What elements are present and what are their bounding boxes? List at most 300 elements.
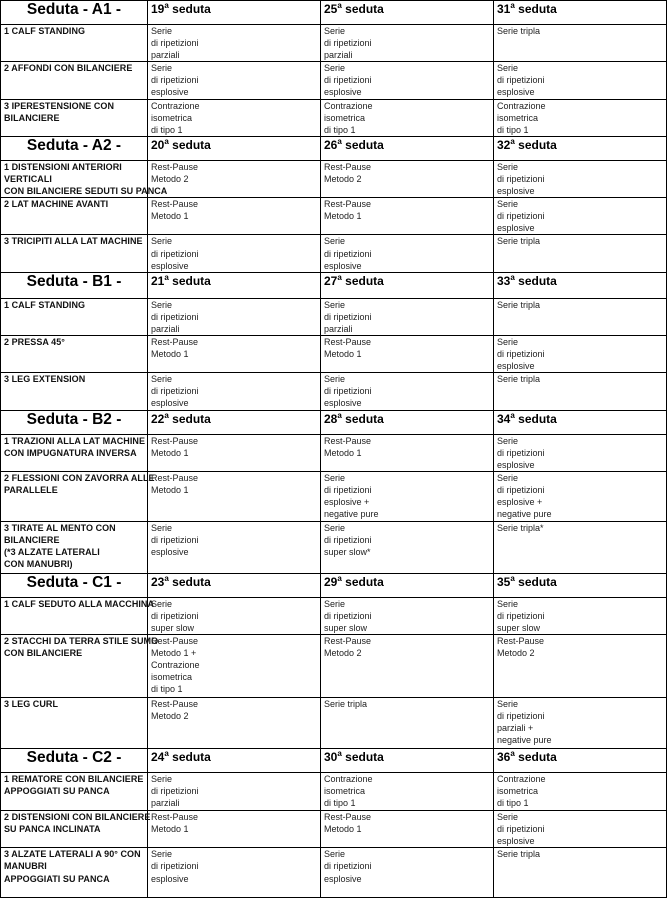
method-line: Serie xyxy=(497,598,519,609)
method-cell xyxy=(494,597,667,634)
method-line: esplosive xyxy=(151,398,189,409)
method-line: Metodo 1 xyxy=(151,824,189,835)
method-line: Metodo 1 xyxy=(324,447,362,458)
method-line: Contrazione xyxy=(497,100,546,111)
session-label: seduta xyxy=(345,273,384,288)
method-cell xyxy=(321,635,494,698)
method-line: isometrica xyxy=(324,786,366,797)
exercise-row xyxy=(1,434,667,471)
method-line: Metodo 1 xyxy=(324,824,362,835)
method-cell xyxy=(321,235,494,272)
method-cell xyxy=(321,160,494,197)
method-line: esplosive xyxy=(497,361,535,372)
exercise-name-line: CON BILANCIERE SEDUTI SU PANCA xyxy=(4,186,168,197)
method-cell xyxy=(494,698,667,749)
method-line: Rest-Pause xyxy=(151,699,199,710)
session-number: 19 xyxy=(151,2,165,16)
method-line: Rest-Pause xyxy=(151,336,199,347)
method-line: Rest-Pause xyxy=(151,472,199,483)
session-label: seduta xyxy=(345,2,384,16)
method-line: Serie xyxy=(151,522,173,533)
method-cell xyxy=(494,434,667,471)
exercise-name xyxy=(1,62,148,99)
method-line: Serie xyxy=(151,774,173,785)
method-line: super slow* xyxy=(324,547,371,557)
exercise-name-line: MANUBRI xyxy=(4,861,47,872)
session-ordinal-suffix: a xyxy=(510,573,515,583)
exercise-name-line: 1 TRAZIONI ALLA LAT MACHINE xyxy=(4,435,146,446)
session-ordinal-suffix: a xyxy=(164,573,169,583)
method-line: Rest-Pause xyxy=(151,161,199,172)
method-line: di ripetizioni xyxy=(151,75,199,86)
session-number-cell xyxy=(148,272,321,298)
session-label: seduta xyxy=(518,574,557,589)
method-cell xyxy=(148,773,321,811)
method-line: Metodo 1 xyxy=(151,484,189,495)
method-line: esplosive xyxy=(151,87,189,98)
method-line: Metodo 1 xyxy=(151,447,189,458)
method-line: Contrazione xyxy=(324,774,373,785)
exercise-name-line: 1 CALF SEDUTO ALLA MACCHINA xyxy=(4,598,155,609)
method-line: di ripetizioni xyxy=(497,349,545,360)
session-ordinal-suffix: a xyxy=(164,749,169,759)
exercise-row xyxy=(1,773,667,811)
method-cell xyxy=(321,198,494,235)
method-line: di ripetizioni xyxy=(497,75,545,86)
method-line: negative pure xyxy=(324,509,379,520)
method-cell xyxy=(494,235,667,272)
method-line: isometrica xyxy=(497,112,539,123)
session-ordinal-suffix: a xyxy=(337,1,342,10)
method-cell xyxy=(148,335,321,372)
method-line: Rest-Pause xyxy=(324,812,372,823)
method-cell xyxy=(148,434,321,471)
session-number-cell xyxy=(321,1,494,25)
method-line: parziali xyxy=(151,50,180,61)
exercise-name-line: VERTICALI xyxy=(4,173,52,184)
session-number-cell xyxy=(494,272,667,298)
method-line: esplosive xyxy=(151,260,189,271)
method-cell xyxy=(494,335,667,372)
method-line: di ripetizioni xyxy=(151,386,199,397)
method-line: parziali xyxy=(151,798,180,809)
method-cell xyxy=(321,335,494,372)
method-cell xyxy=(321,25,494,62)
session-label: seduta xyxy=(172,137,211,152)
method-line: Serie xyxy=(497,199,519,210)
method-line: esplosive xyxy=(324,87,362,98)
session-ordinal-suffix: a xyxy=(510,749,515,759)
method-cell xyxy=(148,471,321,521)
method-line: di ripetizioni xyxy=(497,484,545,495)
exercise-row xyxy=(1,335,667,372)
session-ordinal-suffix: a xyxy=(164,1,169,10)
method-cell xyxy=(494,25,667,62)
method-line: esplosive xyxy=(497,223,535,234)
session-number: 36 xyxy=(497,750,511,765)
method-line: di ripetizioni xyxy=(324,248,372,259)
method-line: Serie xyxy=(151,598,173,609)
method-line: Rest-Pause xyxy=(324,161,372,172)
exercise-name-line: 2 PRESSA 45° xyxy=(4,336,65,347)
method-line: Metodo 1 xyxy=(324,349,362,360)
method-line: Metodo 2 xyxy=(324,648,362,659)
session-header-row xyxy=(1,272,667,298)
method-line: di ripetizioni xyxy=(497,447,545,458)
session-label: seduta xyxy=(345,137,384,152)
exercise-name xyxy=(1,471,155,521)
exercise-row xyxy=(1,521,667,573)
session-label: seduta xyxy=(345,411,384,426)
session-ordinal-suffix: a xyxy=(337,749,342,759)
session-ordinal-suffix: a xyxy=(337,272,342,282)
method-line: di tipo 1 xyxy=(324,798,356,809)
method-line: di tipo 1 xyxy=(151,124,183,135)
session-label: seduta xyxy=(172,2,211,16)
exercise-name-line: PARALLELE xyxy=(4,484,58,495)
method-cell xyxy=(494,848,667,898)
session-label: seduta xyxy=(518,137,557,152)
session-label: seduta xyxy=(172,411,211,426)
method-line: parziali xyxy=(324,50,353,61)
session-ordinal-suffix: a xyxy=(510,410,515,420)
session-ordinal-suffix: a xyxy=(510,136,515,146)
method-line: esplosive xyxy=(497,87,535,98)
exercise-row xyxy=(1,848,667,898)
method-line: Serie tripla xyxy=(497,374,541,385)
method-line: Rest-Pause xyxy=(324,636,372,647)
session-label: seduta xyxy=(172,273,211,288)
method-line: di ripetizioni xyxy=(324,38,372,49)
method-cell xyxy=(148,373,321,410)
method-cell xyxy=(148,597,321,634)
method-line: Serie xyxy=(324,598,346,609)
session-number-cell xyxy=(321,410,494,434)
method-cell xyxy=(148,25,321,62)
method-cell xyxy=(148,198,321,235)
method-cell xyxy=(148,62,321,99)
method-cell xyxy=(148,298,321,335)
session-label: seduta xyxy=(518,411,557,426)
exercise-name xyxy=(1,373,148,410)
exercise-name-line: 3 LEG EXTENSION xyxy=(4,374,86,385)
session-label: seduta xyxy=(345,750,384,765)
method-line: Rest-Pause xyxy=(324,336,372,347)
session-label: seduta xyxy=(518,273,557,288)
exercise-name xyxy=(1,773,148,811)
session-header-row xyxy=(1,573,667,597)
method-line: di ripetizioni xyxy=(151,311,199,322)
method-line: esplosive xyxy=(497,186,535,197)
session-number-cell xyxy=(321,573,494,597)
method-line: esplosive xyxy=(324,398,362,409)
session-number-cell xyxy=(321,749,494,773)
method-line: Serie xyxy=(497,435,519,446)
session-ordinal-suffix: a xyxy=(510,1,515,10)
session-label: seduta xyxy=(345,574,384,589)
method-line: Contrazione xyxy=(151,660,200,671)
exercise-name xyxy=(1,235,148,272)
method-line: di ripetizioni xyxy=(324,610,372,621)
method-line: di ripetizioni xyxy=(497,610,545,621)
session-ordinal-suffix: a xyxy=(510,272,515,282)
method-line: di ripetizioni xyxy=(324,484,372,495)
method-line: esplosive xyxy=(497,836,535,847)
method-cell xyxy=(321,434,494,471)
method-line: esplosive xyxy=(497,459,535,470)
method-line: Serie xyxy=(497,699,519,710)
exercise-name-line: 2 LAT MACHINE AVANTI xyxy=(4,199,109,210)
block-title: Seduta - C2 - xyxy=(1,749,148,773)
method-line: di tipo 1 xyxy=(497,798,529,809)
block-title: Seduta - A1 - xyxy=(1,1,148,25)
session-number-cell xyxy=(148,749,321,773)
method-line: di ripetizioni xyxy=(497,173,545,184)
session-ordinal-suffix: a xyxy=(164,272,169,282)
session-header-row xyxy=(1,1,667,25)
method-line: di ripetizioni xyxy=(151,534,199,545)
session-ordinal-suffix: a xyxy=(164,410,169,420)
exercise-name xyxy=(1,434,148,471)
method-line: di ripetizioni xyxy=(324,861,372,872)
method-line: negative pure xyxy=(497,509,552,520)
session-number: 23 xyxy=(151,574,165,589)
method-cell xyxy=(148,698,321,749)
session-number-cell xyxy=(148,136,321,160)
exercise-name xyxy=(1,198,148,235)
method-cell xyxy=(494,471,667,521)
workout-schedule-body xyxy=(1,1,667,898)
exercise-row xyxy=(1,62,667,99)
exercise-row xyxy=(1,698,667,749)
method-line: Rest-Pause xyxy=(324,199,372,210)
exercise-name xyxy=(1,25,148,62)
method-line: esplosive xyxy=(324,260,362,271)
session-header-row xyxy=(1,410,667,434)
exercise-row xyxy=(1,811,667,848)
method-line: Metodo 1 + xyxy=(151,648,197,659)
exercise-row xyxy=(1,99,667,136)
exercise-name-line: 1 REMATORE CON BILANCIERE xyxy=(4,774,144,785)
method-line: esplosive xyxy=(324,873,362,884)
session-number-cell xyxy=(494,573,667,597)
exercise-row xyxy=(1,160,667,197)
method-line: Serie tripla xyxy=(497,299,541,310)
method-cell xyxy=(494,373,667,410)
method-cell xyxy=(321,773,494,811)
method-cell xyxy=(321,698,494,749)
method-cell xyxy=(494,635,667,698)
method-line: Metodo 2 xyxy=(497,648,535,659)
method-line: super slow xyxy=(151,623,195,633)
session-number-cell xyxy=(321,272,494,298)
method-cell xyxy=(148,160,321,197)
method-line: di ripetizioni xyxy=(324,75,372,86)
method-cell xyxy=(494,198,667,235)
session-number: 22 xyxy=(151,411,165,426)
method-cell xyxy=(148,635,321,698)
method-line: di ripetizioni xyxy=(324,534,372,545)
method-line: di ripetizioni xyxy=(497,711,545,722)
exercise-row xyxy=(1,235,667,272)
method-line: Serie tripla* xyxy=(497,522,544,533)
method-line: super slow xyxy=(324,623,368,633)
session-number-cell xyxy=(494,749,667,773)
exercise-name-line: SU PANCA INCLINATA xyxy=(4,824,101,835)
block-title: Seduta - B2 - xyxy=(1,410,148,434)
exercise-name-line: BILANCIERE xyxy=(4,534,60,545)
exercise-name-line: 2 STACCHI DA TERRA STILE SUMO xyxy=(4,636,159,647)
method-line: di tipo 1 xyxy=(324,124,356,135)
method-cell xyxy=(321,597,494,634)
method-line: Contrazione xyxy=(497,774,546,785)
session-number: 33 xyxy=(497,273,511,288)
method-line: Metodo 2 xyxy=(324,173,362,184)
session-ordinal-suffix: a xyxy=(337,136,342,146)
session-ordinal-suffix: a xyxy=(164,136,169,146)
exercise-name-line: 2 FLESSIONI CON ZAVORRA ALLE xyxy=(4,472,155,483)
exercise-name-line: 3 LEG CURL xyxy=(4,699,59,710)
exercise-row xyxy=(1,298,667,335)
method-cell xyxy=(148,235,321,272)
exercise-name xyxy=(1,597,155,634)
method-line: Serie xyxy=(324,236,346,247)
method-cell xyxy=(494,521,667,573)
method-line: Contrazione xyxy=(324,100,373,111)
session-number: 30 xyxy=(324,750,338,765)
method-line: Rest-Pause xyxy=(497,636,545,647)
method-line: isometrica xyxy=(324,112,366,123)
method-line: super slow xyxy=(497,623,541,633)
method-line: Serie xyxy=(324,522,346,533)
exercise-name-line: 3 TIRATE AL MENTO CON xyxy=(4,522,116,533)
method-cell xyxy=(321,848,494,898)
method-cell xyxy=(321,811,494,848)
exercise-name-line: 1 CALF STANDING xyxy=(4,26,86,36)
exercise-name-line: APPOGGIATI SU PANCA xyxy=(4,873,110,884)
session-header-row xyxy=(1,749,667,773)
method-line: parziali xyxy=(151,323,180,334)
exercise-name-line: CON BILANCIERE xyxy=(4,648,83,659)
exercise-name xyxy=(1,521,148,573)
block-title: Seduta - B1 - xyxy=(1,272,148,298)
method-line: Serie tripla xyxy=(497,236,541,247)
method-cell xyxy=(494,62,667,99)
session-number-cell xyxy=(148,1,321,25)
method-cell xyxy=(321,298,494,335)
method-line: negative pure xyxy=(497,735,552,746)
exercise-name xyxy=(1,848,148,898)
exercise-name xyxy=(1,298,148,335)
session-number: 29 xyxy=(324,574,338,589)
method-cell xyxy=(148,99,321,136)
session-header-row xyxy=(1,136,667,160)
session-number: 25 xyxy=(324,2,338,16)
session-number: 24 xyxy=(151,750,165,765)
session-number: 27 xyxy=(324,273,338,288)
method-line: Rest-Pause xyxy=(151,435,199,446)
method-line: parziali xyxy=(324,323,353,334)
block-title: Seduta - A2 - xyxy=(1,136,148,160)
method-line: Serie xyxy=(497,336,519,347)
method-line: Serie xyxy=(151,299,173,310)
method-line: esplosive xyxy=(151,873,189,884)
method-line: Serie xyxy=(324,472,346,483)
session-number: 31 xyxy=(497,2,511,16)
method-line: Serie xyxy=(324,299,346,310)
exercise-name xyxy=(1,811,151,848)
method-line: esplosive xyxy=(151,547,189,557)
exercise-row xyxy=(1,373,667,410)
method-cell xyxy=(321,99,494,136)
method-line: Serie xyxy=(497,472,519,483)
method-line: Serie xyxy=(324,26,346,36)
method-line: Serie xyxy=(324,63,346,74)
method-line: Serie tripla xyxy=(497,26,541,36)
exercise-name xyxy=(1,99,148,136)
session-number: 26 xyxy=(324,137,338,152)
method-line: Serie xyxy=(151,374,173,385)
exercise-row xyxy=(1,597,667,634)
exercise-name-line: 2 AFFONDI CON BILANCIERE xyxy=(4,63,133,74)
method-line: di tipo 1 xyxy=(151,684,183,695)
exercise-row xyxy=(1,198,667,235)
exercise-row xyxy=(1,25,667,62)
block-title: Seduta - C1 - xyxy=(1,573,148,597)
exercise-name-line: 3 ALZATE LATERALI A 90° CON xyxy=(4,849,141,860)
session-number: 32 xyxy=(497,137,511,152)
exercise-name xyxy=(1,160,168,197)
exercise-name xyxy=(1,635,159,698)
session-number: 20 xyxy=(151,137,165,152)
session-label: seduta xyxy=(518,2,557,16)
session-label: seduta xyxy=(172,750,211,765)
method-cell xyxy=(494,160,667,197)
exercise-row xyxy=(1,635,667,698)
method-line: di ripetizioni xyxy=(324,311,372,322)
method-line: Metodo 1 xyxy=(151,211,189,222)
method-line: Serie xyxy=(324,849,346,860)
method-cell xyxy=(494,298,667,335)
method-line: isometrica xyxy=(151,672,193,683)
method-cell xyxy=(494,99,667,136)
session-label: seduta xyxy=(518,750,557,765)
method-line: parziali + xyxy=(497,723,534,734)
method-line: Serie tripla xyxy=(497,849,541,860)
method-line: Metodo 2 xyxy=(151,173,189,184)
method-line: Serie xyxy=(497,63,519,74)
session-number-cell xyxy=(494,136,667,160)
method-line: Serie xyxy=(324,374,346,385)
session-number-cell xyxy=(494,410,667,434)
method-line: Rest-Pause xyxy=(151,199,199,210)
method-line: isometrica xyxy=(497,786,539,797)
exercise-row xyxy=(1,471,667,521)
session-label: seduta xyxy=(172,574,211,589)
method-line: Serie tripla xyxy=(324,699,368,710)
session-number: 34 xyxy=(497,411,511,426)
method-cell xyxy=(494,773,667,811)
method-line: Serie xyxy=(497,161,519,172)
exercise-name xyxy=(1,335,148,372)
session-number: 35 xyxy=(497,574,511,589)
method-line: di ripetizioni xyxy=(151,786,199,797)
session-ordinal-suffix: a xyxy=(337,410,342,420)
method-line: di ripetizioni xyxy=(497,211,545,222)
exercise-name-line: 1 CALF STANDING xyxy=(4,299,86,310)
method-line: Rest-Pause xyxy=(151,636,199,647)
exercise-name-line: 3 IPERESTENSIONE CON xyxy=(4,100,115,111)
